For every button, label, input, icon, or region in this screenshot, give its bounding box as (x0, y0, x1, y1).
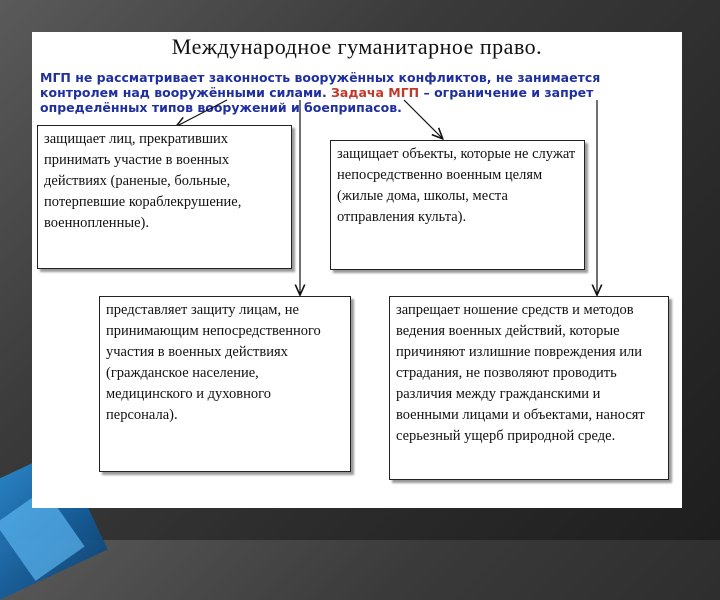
intro-rest: – ограничение и запрет определённых типов вооружений и боеприпасов. (40, 85, 594, 115)
prohibited-methods-box: запрещает ношение средств и методов ведения военных действий, которые причиняют излишние повреждения или страдания, не позволяют проводить различия между гражданскими и военными лицами и объектами, наносят серьезный ущерб природной среде. (389, 296, 669, 480)
protection-persons-hors-de-combat-box: защищает лиц, прекративших принимать участие в военных действиях (раненые, больные, потерпевшие кораблекрушение, военнопленные). (37, 125, 292, 269)
intro-highlight: Задача МГП (331, 85, 420, 100)
protection-civilians-box: представляет защиту лицам, не принимающим непосредственного участия в военных действиях (гражданское население, медицинского и духовного персонала). (99, 296, 351, 472)
slide (32, 32, 682, 508)
protection-civilian-objects-box: защищает объекты, которые не служат непосредственно военным целям (жилые дома, школы, места отправления культа). (330, 140, 585, 270)
arrow-to-box2 (404, 100, 442, 138)
arrow-to-box1 (177, 100, 227, 126)
intro-main: МГП не рассматривает законность вооружённых конфликтов, не занимается контролем над вооружёнными силами. (40, 70, 601, 100)
slide-title: Международное гуманитарное право. (171, 34, 543, 59)
